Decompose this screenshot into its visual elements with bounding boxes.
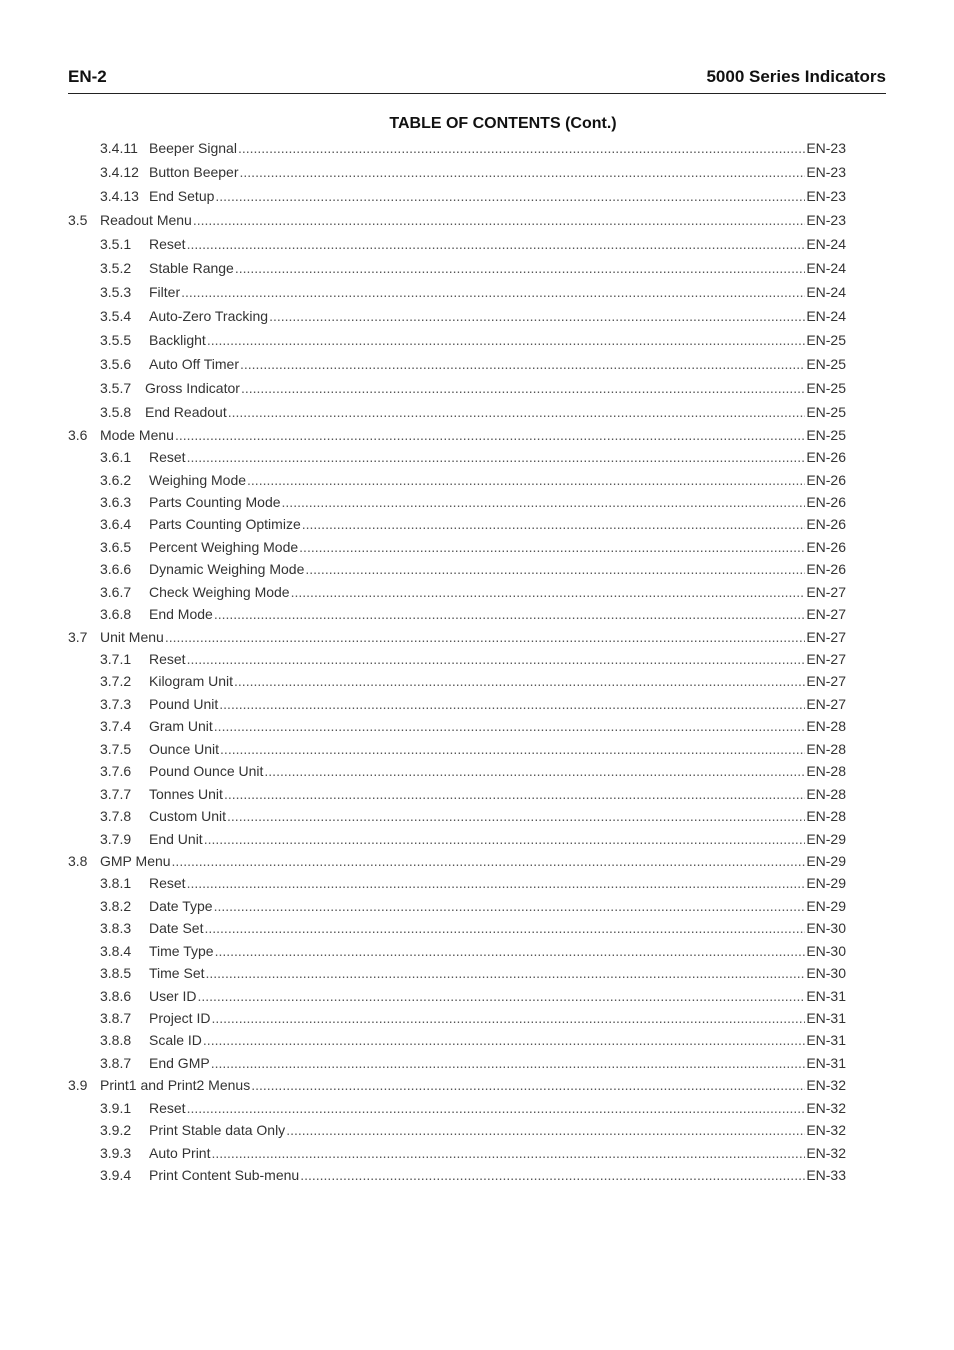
toc-entry-page: EN-31 <box>806 1055 846 1071</box>
toc-entry <box>100 1008 846 1028</box>
toc-entry-page: EN-24 <box>806 260 846 276</box>
toc-entry-page: EN-32 <box>806 1077 846 1093</box>
toc-entry-label: Print Stable data Only <box>149 1122 286 1138</box>
toc-entry-page: EN-23 <box>806 188 846 204</box>
toc-entry-number: 3.4.12 <box>100 164 139 180</box>
toc-entry-page: EN-32 <box>806 1145 846 1161</box>
toc-entry-page: EN-29 <box>806 831 846 847</box>
toc-entry-label: End Mode <box>149 606 213 622</box>
toc-entry <box>100 649 846 669</box>
toc-leader-dots <box>241 378 805 398</box>
toc-entry <box>100 1120 846 1140</box>
toc-entry-number: 3.6.7 <box>100 584 132 600</box>
toc-entry-page: EN-23 <box>806 212 846 228</box>
toc-leader-dots <box>228 402 806 422</box>
toc-entry <box>68 425 846 445</box>
toc-leader-dots <box>214 604 805 624</box>
toc-entry-number: 3.6.8 <box>100 606 132 622</box>
toc-leader-dots <box>187 447 806 467</box>
toc-entry-number: 3.7.9 <box>100 831 132 847</box>
toc-entry-page: EN-27 <box>806 673 846 689</box>
toc-entry <box>100 739 846 759</box>
toc-entry <box>68 851 846 871</box>
toc-leader-dots <box>187 873 806 893</box>
toc-leader-dots <box>219 694 805 714</box>
toc-entry-number: 3.7 <box>68 629 88 645</box>
toc-entry-number: 3.8.7 <box>100 1055 132 1071</box>
toc-leader-dots <box>215 941 806 961</box>
toc-entry-number: 3.6.5 <box>100 539 132 555</box>
toc-entry-number: 3.5.2 <box>100 260 132 276</box>
toc-entry-number: 3.7.1 <box>100 651 132 667</box>
toc-entry-label: Parts Counting Mode <box>149 494 281 510</box>
toc-leader-dots <box>204 829 806 849</box>
toc-leader-dots <box>220 739 805 759</box>
toc-entry-page: EN-26 <box>806 539 846 555</box>
toc-entry-label: End GMP <box>149 1055 210 1071</box>
manual-title: 5000 Series Indicators <box>706 67 886 86</box>
toc-entry-page: EN-25 <box>806 380 846 396</box>
toc-entry <box>100 186 846 206</box>
toc-leader-dots <box>234 671 805 691</box>
toc-entry-number: 3.4.11 <box>100 140 138 156</box>
toc-leader-dots <box>302 514 806 534</box>
toc-entry <box>100 354 846 374</box>
toc-entry-number: 3.6.2 <box>100 472 132 488</box>
toc-entry-label: End Setup <box>149 188 215 204</box>
toc-entry-number: 3.9.1 <box>100 1100 132 1116</box>
toc-entry-label: Project ID <box>149 1010 211 1026</box>
toc-leader-dots <box>299 537 805 557</box>
toc-leader-dots <box>214 896 806 916</box>
toc-entry-page: EN-24 <box>806 308 846 324</box>
toc-entry-page: EN-27 <box>806 696 846 712</box>
toc-entry-label: Pound Ounce Unit <box>149 763 264 779</box>
toc-entry-page: EN-25 <box>806 332 846 348</box>
toc-entry-number: 3.8.1 <box>100 875 132 891</box>
toc-entry-label: Weighing Mode <box>149 472 247 488</box>
toc-entry <box>68 627 846 647</box>
toc-entry-page: EN-26 <box>806 449 846 465</box>
toc-leader-dots <box>224 784 805 804</box>
toc-entry-page: EN-23 <box>806 140 846 156</box>
toc-entry-page: EN-29 <box>806 853 846 869</box>
toc-leader-dots <box>291 582 806 602</box>
toc-entry-number: 3.5 <box>68 212 88 228</box>
toc-entry-label: Backlight <box>149 332 206 348</box>
toc-entry-label: Beeper Signal <box>149 140 237 156</box>
toc-entry-label: Stable Range <box>149 260 234 276</box>
toc-entry-label: Parts Counting Optimize <box>149 516 301 532</box>
toc-entry <box>100 761 846 781</box>
toc-entry <box>100 1165 846 1185</box>
toc-entry-page: EN-30 <box>806 943 846 959</box>
toc-entry-label: Tonnes Unit <box>149 786 223 802</box>
toc-entry-page: EN-25 <box>806 427 846 443</box>
toc-entry-label: User ID <box>149 988 197 1004</box>
toc-entry-page: EN-26 <box>806 472 846 488</box>
toc-leader-dots <box>193 210 805 230</box>
toc-entry-number: 3.8 <box>68 853 88 869</box>
toc-entry-page: EN-29 <box>806 898 846 914</box>
toc-entry-number: 3.4.13 <box>100 188 139 204</box>
toc-entry-number: 3.7.3 <box>100 696 132 712</box>
toc-entry <box>100 918 846 938</box>
toc-entry-number: 3.8.6 <box>100 988 132 1004</box>
toc-entry-label: Ounce Unit <box>149 741 220 757</box>
toc-entry <box>100 873 846 893</box>
toc-entry <box>68 1075 846 1095</box>
toc-entry-number: 3.5.1 <box>100 236 132 252</box>
toc-entry-page: EN-33 <box>806 1167 846 1183</box>
toc-entry-number: 3.5.4 <box>100 308 132 324</box>
toc-entry-number: 3.9.2 <box>100 1122 132 1138</box>
toc-entry-page: EN-28 <box>806 741 846 757</box>
toc-leader-dots <box>269 306 805 326</box>
toc-entry <box>100 896 846 916</box>
toc-entry-number: 3.9 <box>68 1077 88 1093</box>
toc-entry-label: Auto Off Timer <box>149 356 239 372</box>
toc-entry <box>100 963 846 983</box>
toc-entry-label: Gross Indicator <box>145 380 240 396</box>
toc-entry <box>100 1098 846 1118</box>
toc-entry-label: Time Set <box>149 965 205 981</box>
toc-entry-label: Reset <box>149 236 186 252</box>
toc-leader-dots <box>251 1075 805 1095</box>
toc-entry-page: EN-29 <box>806 875 846 891</box>
toc-leader-dots <box>240 162 806 182</box>
toc-entry-page: EN-28 <box>806 786 846 802</box>
toc-leader-dots <box>187 649 806 669</box>
toc-entry-page: EN-32 <box>806 1100 846 1116</box>
toc-leader-dots <box>264 761 805 781</box>
toc-entry-number: 3.8.8 <box>100 1032 132 1048</box>
toc-leader-dots <box>215 186 805 206</box>
toc-entry <box>100 1030 846 1050</box>
toc-entry <box>100 470 846 490</box>
toc-entry-label: Custom Unit <box>149 808 227 824</box>
toc-entry-label: Pound Unit <box>149 696 219 712</box>
toc-entry-label: Filter <box>149 284 181 300</box>
toc-entry <box>100 829 846 849</box>
toc-leader-dots <box>305 559 805 579</box>
toc-leader-dots <box>286 1120 805 1140</box>
toc-entry-number: 3.8.4 <box>100 943 132 959</box>
toc-leader-dots <box>211 1008 805 1028</box>
toc-leader-dots <box>211 1143 805 1163</box>
toc-leader-dots <box>165 627 806 647</box>
toc-entry-label: Scale ID <box>149 1032 202 1048</box>
toc-entry-label: Dynamic Weighing Mode <box>149 561 305 577</box>
page-code: EN-2 <box>68 67 107 86</box>
toc-entry-page: EN-27 <box>806 606 846 622</box>
toc-entry-number: 3.5.7 <box>100 380 132 396</box>
toc-entry-label: Mode Menu <box>100 427 174 443</box>
toc-entry-label: Reset <box>149 1100 186 1116</box>
toc-entry-label: Date Type <box>149 898 213 914</box>
toc-entry-page: EN-24 <box>806 236 846 252</box>
toc-entry-number: 3.6 <box>68 427 88 443</box>
toc-title: TABLE OF CONTENTS (Cont.) <box>389 115 617 132</box>
header-divider <box>68 93 886 94</box>
toc-entry <box>100 234 846 254</box>
toc-entry-number: 3.6.6 <box>100 561 132 577</box>
toc-entry-label: Readout Menu <box>100 212 192 228</box>
toc-entry-page: EN-31 <box>806 1032 846 1048</box>
toc-entry-label: Reset <box>149 875 186 891</box>
toc-entry-label: Percent Weighing Mode <box>149 539 299 555</box>
toc-entry-number: 3.5.8 <box>100 404 132 420</box>
toc-entry-label: Check Weighing Mode <box>149 584 290 600</box>
toc-entry-page: EN-28 <box>806 808 846 824</box>
toc-leader-dots <box>187 1098 806 1118</box>
toc-entry-label: End Readout <box>145 404 227 420</box>
toc-entry-number: 3.6.1 <box>100 449 132 465</box>
toc-leader-dots <box>240 354 805 374</box>
toc-entry-number: 3.5.6 <box>100 356 132 372</box>
toc-entry <box>100 986 846 1006</box>
toc-entry <box>100 582 846 602</box>
toc-entry-label: Button Beeper <box>149 164 239 180</box>
toc-leader-dots <box>181 282 805 302</box>
toc-entry-number: 3.9.3 <box>100 1145 132 1161</box>
toc-entry <box>100 282 846 302</box>
toc-entry <box>100 604 846 624</box>
toc-entry-number: 3.8.2 <box>100 898 132 914</box>
toc-entry-page: EN-28 <box>806 763 846 779</box>
toc-entry-number: 3.7.6 <box>100 763 132 779</box>
toc-entry-page: EN-26 <box>806 516 846 532</box>
toc-entry <box>100 671 846 691</box>
toc-entry <box>100 402 846 422</box>
toc-entry <box>100 716 846 736</box>
toc-entry-label: Gram Unit <box>149 718 213 734</box>
toc-entry-label: Reset <box>149 651 186 667</box>
toc-entry <box>68 210 846 230</box>
toc-leader-dots <box>227 806 805 826</box>
toc-leader-dots <box>235 258 805 278</box>
toc-entry-number: 3.8.3 <box>100 920 132 936</box>
toc-entry-page: EN-32 <box>806 1122 846 1138</box>
toc-entry-page: EN-26 <box>806 561 846 577</box>
toc-leader-dots <box>207 330 806 350</box>
toc-leader-dots <box>247 470 805 490</box>
toc-entry-label: Auto-Zero Tracking <box>149 308 269 324</box>
toc-entry-label: End Unit <box>149 831 203 847</box>
toc-leader-dots <box>238 138 805 158</box>
toc-entry-number: 3.8.5 <box>100 965 132 981</box>
toc-entry-number: 3.6.4 <box>100 516 132 532</box>
toc-leader-dots <box>282 492 806 512</box>
toc-leader-dots <box>203 1030 805 1050</box>
toc-entry-page: EN-23 <box>806 164 846 180</box>
toc-entry-number: 3.6.3 <box>100 494 132 510</box>
toc-entry-page: EN-25 <box>806 356 846 372</box>
toc-entry <box>100 447 846 467</box>
toc-entry-number: 3.7.8 <box>100 808 132 824</box>
toc-entry-page: EN-24 <box>806 284 846 300</box>
toc-entry-label: Unit Menu <box>100 629 164 645</box>
toc-entry-label: GMP Menu <box>100 853 171 869</box>
toc-entry-number: 3.8.7 <box>100 1010 132 1026</box>
toc-leader-dots <box>206 963 806 983</box>
toc-entry-page: EN-31 <box>806 1010 846 1026</box>
toc-entry-label: Date Set <box>149 920 204 936</box>
toc-leader-dots <box>214 716 806 736</box>
toc-entry-page: EN-30 <box>806 965 846 981</box>
toc-leader-dots <box>211 1053 806 1073</box>
toc-entry-page: EN-31 <box>806 988 846 1004</box>
toc-leader-dots <box>187 234 806 254</box>
toc-entry <box>100 1053 846 1073</box>
toc-entry-page: EN-28 <box>806 718 846 734</box>
toc-entry-label: Time Type <box>149 943 214 959</box>
toc-leader-dots <box>175 425 805 445</box>
toc-entry <box>100 537 846 557</box>
toc-entry <box>100 941 846 961</box>
page-header <box>68 66 886 90</box>
toc-entry <box>100 784 846 804</box>
toc-entry-number: 3.5.3 <box>100 284 132 300</box>
toc-entry <box>100 162 846 182</box>
toc-entry <box>100 514 846 534</box>
toc-entry <box>100 378 846 398</box>
toc-entry-page: EN-27 <box>806 629 846 645</box>
toc-entry-label: Kilogram Unit <box>149 673 234 689</box>
toc-entry <box>100 559 846 579</box>
toc-leader-dots <box>204 918 805 938</box>
toc-entry <box>100 138 846 158</box>
toc-entry-number: 3.7.7 <box>100 786 132 802</box>
toc-leader-dots <box>197 986 805 1006</box>
toc-entry <box>100 694 846 714</box>
toc-entry-number: 3.7.5 <box>100 741 132 757</box>
toc-entry-page: EN-25 <box>806 404 846 420</box>
toc-entry-label: Print1 and Print2 Menus <box>100 1077 251 1093</box>
toc-entry-label: Auto Print <box>149 1145 211 1161</box>
toc-entry <box>100 258 846 278</box>
toc-entry-page: EN-27 <box>806 651 846 667</box>
toc-entry-number: 3.7.2 <box>100 673 132 689</box>
toc-entry-page: EN-27 <box>806 584 846 600</box>
toc-entry <box>100 330 846 350</box>
toc-entry-number: 3.5.5 <box>100 332 132 348</box>
toc-entry-page: EN-30 <box>806 920 846 936</box>
toc-leader-dots <box>172 851 806 871</box>
toc-entry-number: 3.9.4 <box>100 1167 132 1183</box>
toc-entry-label: Print Content Sub-menu <box>149 1167 300 1183</box>
toc-entry <box>100 806 846 826</box>
toc-entry <box>100 306 846 326</box>
toc-entry-page: EN-26 <box>806 494 846 510</box>
toc-entry-number: 3.7.4 <box>100 718 132 734</box>
toc-entry <box>100 1143 846 1163</box>
toc-entry-label: Reset <box>149 449 186 465</box>
toc-leader-dots <box>300 1165 805 1185</box>
toc-entry <box>100 492 846 512</box>
